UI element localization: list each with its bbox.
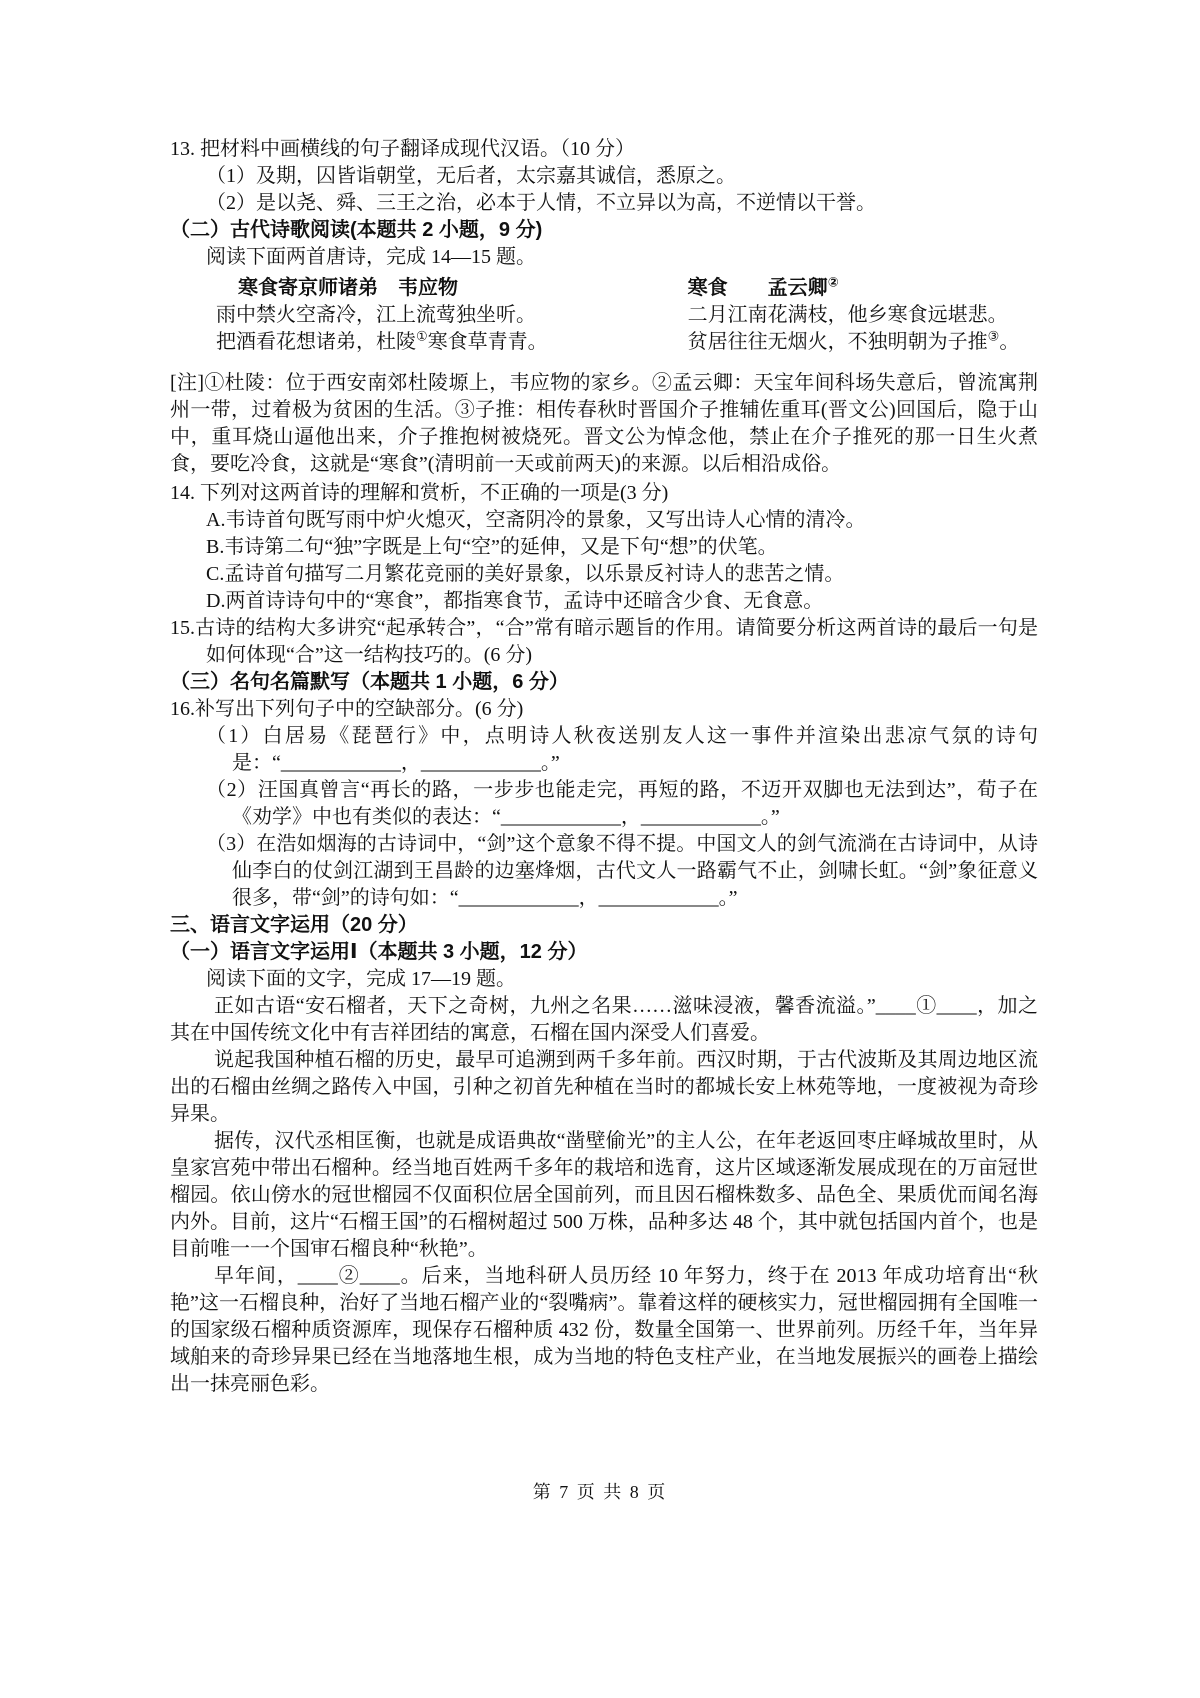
- poem-weiyingwu: [216, 275, 548, 356]
- q16-item-3: （3）在浩如烟海的古诗词中，“剑”这个意象不得不提。中国文人的剑气流淌在古诗词中，从诗仙李白的仗剑江湖到王昌龄的边塞烽烟，古代文人一路霸气不止，剑啸长虹。“剑”象征意义很多，带“剑”的诗句如：“____________，____________。”: [206, 833, 1038, 909]
- part-three-heading: 三、语言文字运用（20 分）: [170, 914, 418, 936]
- note-ref-3: ③: [987, 328, 1000, 344]
- passage-paragraph-2: 说起我国种植石榴的历史，最早可追溯到两千多年前。西汉时期，于古代波斯及其周边地区流出的石榴由丝绸之路传入中国，引种之初首先种植在当时的都城长安上林苑等地，一度被视为奇珍异果。: [170, 1049, 1038, 1125]
- page-footer: 第 7 页 共 8 页: [532, 1482, 668, 1502]
- q13-item-2: （2）是以尧、舜、三王之治，必本于人情，不立异以为高，不逆情以干誉。: [206, 192, 876, 214]
- part-three-intro: 阅读下面的文字，完成 17—19 题。: [206, 968, 516, 990]
- note-ref-1: ①: [416, 328, 428, 344]
- q14-option-c: C.孟诗首句描写二月繁花竞丽的美好景象，以乐景反衬诗人的悲苦之情。: [206, 563, 845, 585]
- q16-item-1: （1）白居易《琵琶行》中，点明诗人秋夜送别友人这一事件并渲染出悲凉气氛的诗句是：“____________，____________。”: [206, 725, 1038, 774]
- poem-weiyingwu-line-2-text: 把酒看花想诸弟，杜陵: [216, 331, 416, 353]
- q13-title: 13. 把材料中画横线的句子翻译成现代汉语。（10 分）: [170, 138, 635, 160]
- passage-paragraph-1: 正如古语“安石榴者，天下之奇树，九州之名果……滋味浸液，馨香流溢。”____①____，加之其在中国传统文化中有吉祥团结的寓意，石榴在国内深受人们喜爱。: [170, 995, 1038, 1044]
- q15-title: 15.古诗的结构大多讲究“起承转合”，“合”常有暗示题旨的作用。请简要分析这两首诗的最后一句是如何体现“合”这一结构技巧的。(6 分): [170, 617, 1038, 666]
- poem-annotations: [注]①杜陵：位于西安南郊杜陵塬上，韦应物的家乡。②孟云卿：天宝年间科场失意后，曾流寓荆州一带，过着极为贫困的生活。③子推：相传春秋时晋国介子推辅佐重耳(晋文公)回国后，隐于山中，重耳烧山逼他出来，介子推抱树被烧死。晋文公为悼念他，禁止在介子推死的那一日生火煮食，要吃冷食，这就是“寒食”(清明前一天或前两天)的来源。以后相沿成俗。: [170, 372, 1038, 475]
- poem-weiyingwu-line-2: [216, 329, 548, 356]
- poem-weiyingwu-line-1: 雨中禁火空斋冷，江上流莺独坐听。: [216, 304, 536, 326]
- q14-title: 14. 下列对这两首诗的理解和赏析，不正确的一项是(3 分): [170, 482, 669, 504]
- passage-paragraph-4: 早年间，____②____。后来，当地科研人员历经 10 年努力，终于在 2013 年成功培育出“秋艳”这一石榴良种，治好了当地石榴产业的“裂嘴病”。靠着这样的硬核实力，冠世榴园拥有全国唯一的国家级石榴种质资源库，现保存石榴种质 432 份，数量全国第一、世界前列。历经千年，当年异域舶来的奇珍异果已经在当地落地生根，成为当地的特色支柱产业，在当地发展振兴的画卷上描绘出一抹亮丽色彩。: [170, 1265, 1038, 1395]
- poem-mengyunqing-line-2-tail: 。: [999, 331, 1020, 353]
- q16-title: 16.补写出下列句子中的空缺部分。(6 分): [170, 698, 524, 720]
- poem-mengyunqing-title: [688, 275, 1020, 302]
- poems-block: [170, 275, 1038, 356]
- q13-item-1: （1）及期，囚皆诣朝堂，无后者，太宗嘉其诚信，悉原之。: [206, 165, 736, 187]
- q16-item-2: （2）汪国真曾言“再长的路，一步步也能走完，再短的路，不迈开双脚也无法到达”，荀子在《劝学》中也有类似的表达：“____________，____________。”: [206, 779, 1038, 828]
- poem-mengyunqing-title-text: 寒食 孟云卿: [687, 277, 828, 299]
- poem-mengyunqing-line-2-text: 贫居往往无烟火，不独明朝为子推: [687, 331, 988, 353]
- page-content: [170, 136, 1038, 1398]
- poem-weiyingwu-line-2-tail: 寒食草青青。: [427, 331, 548, 353]
- passage-paragraph-3: 据传，汉代丞相匡衡，也就是成语典故“凿壁偷光”的主人公，在年老返回枣庄峄城故里时，从皇家宫苑中带出石榴种。经当地百姓两千多年的栽培和选育，这片区域逐渐发展成现在的万亩冠世榴园。依山傍水的冠世榴园不仅面积位居全国前列，而且因石榴株数多、品色全、果质优而闻名海内外。目前，这片“石榴王国”的石榴树超过 500 万株，品种多达 48 个，其中就包括国内首个，也是目前唯一一个国审石榴良种“秋艳”。: [170, 1130, 1038, 1260]
- q14-option-a: A.韦诗首句既写雨中炉火熄灭，空斋阴冷的景象，又写出诗人心情的清冷。: [206, 509, 866, 531]
- poem-mengyunqing-line-2: [688, 329, 1020, 356]
- q14-option-b: B.韦诗第二句“独”字既是上句“空”的延伸，又是下句“想”的伏笔。: [206, 536, 778, 558]
- poem-weiyingwu-title: 寒食寄京师诸弟 韦应物: [238, 277, 458, 299]
- q14-option-d: D.两首诗诗句中的“寒食”，都指寒食节，孟诗中还暗含少食、无食意。: [206, 590, 824, 612]
- section-2-intro: 阅读下面两首唐诗，完成 14—15 题。: [206, 246, 536, 268]
- poem-mengyunqing: [688, 275, 1020, 356]
- section-3-heading: （三）名句名篇默写（本题共 1 小题，6 分）: [170, 671, 569, 693]
- poem-mengyunqing-line-1: 二月江南花满枝，他乡寒食远堪悲。: [687, 304, 1008, 326]
- note-ref-2: ②: [827, 274, 839, 290]
- section-2-heading: （二）古代诗歌阅读(本题共 2 小题，9 分): [170, 219, 543, 241]
- part-three-sub-heading: （一）语言文字运用Ⅰ（本题共 3 小题，12 分）: [170, 941, 588, 963]
